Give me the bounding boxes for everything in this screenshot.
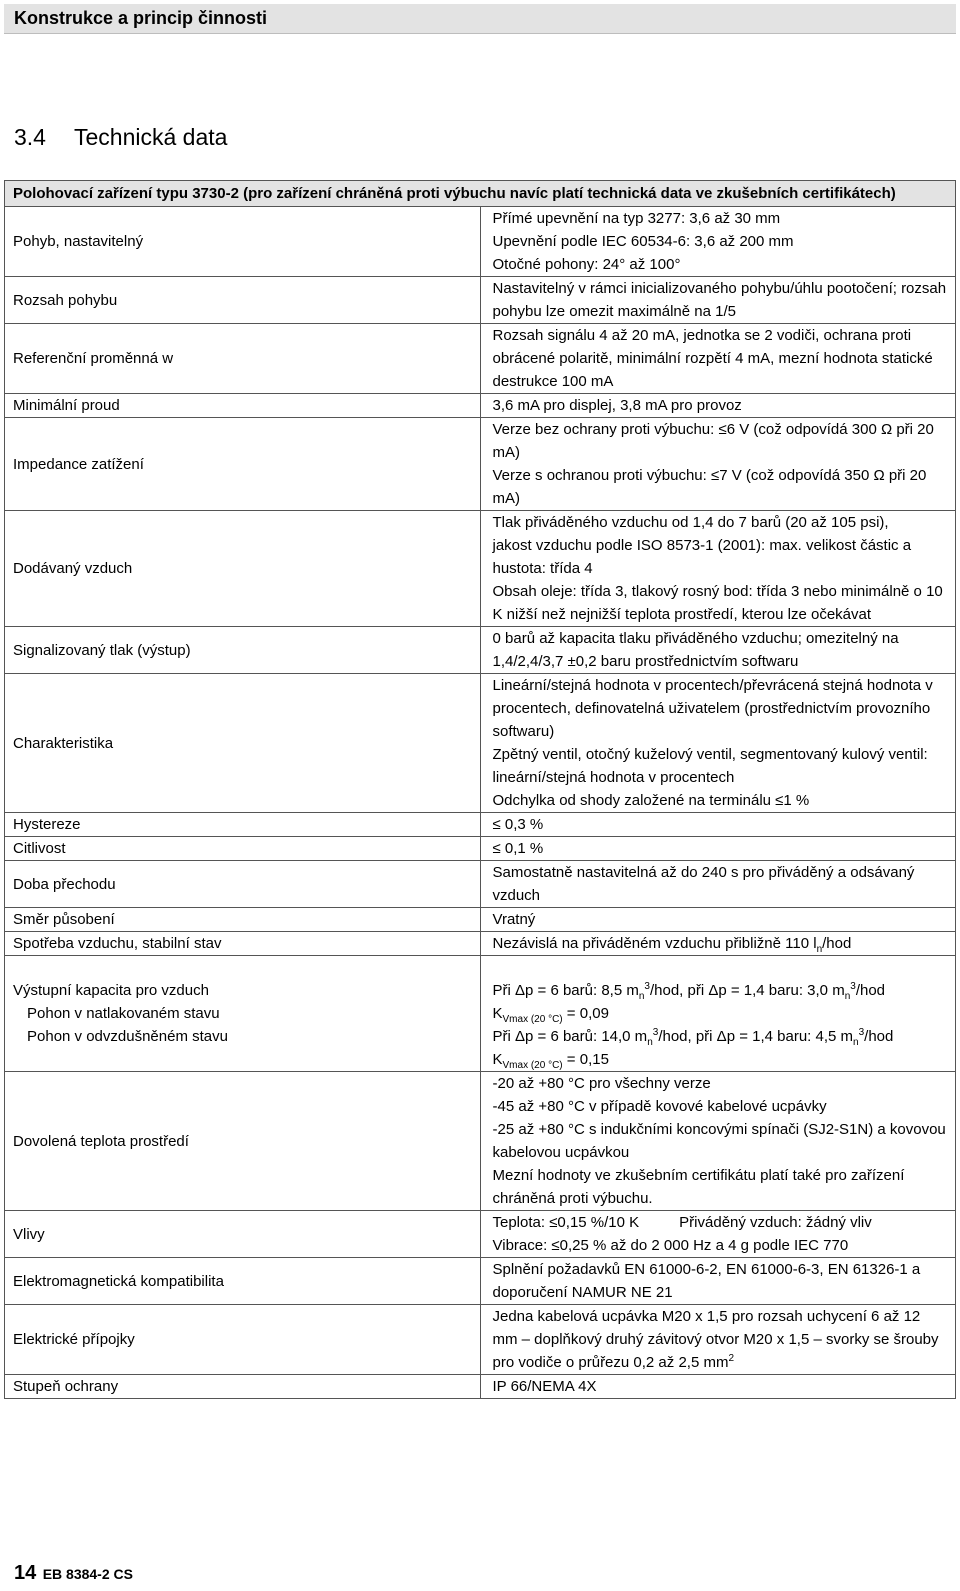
value-line: Teplota: ≤0,15 %/10 K Přiváděný vzduch: žádný vliv xyxy=(492,1214,872,1231)
row-label: Hystereze xyxy=(5,813,481,837)
table-row xyxy=(5,1211,956,1258)
section-heading xyxy=(14,124,227,151)
row-value xyxy=(480,956,956,1072)
row-label: Směr působení xyxy=(5,908,481,932)
value-line: -25 až +80 °C s indukčními koncovými spínači (SJ2-S1N) a kovovou kabelovou ucpávkou xyxy=(492,1121,946,1161)
table-row xyxy=(5,1072,956,1211)
table-row xyxy=(5,277,956,324)
value-line: Otočné pohony: 24° až 100° xyxy=(492,256,681,273)
table-row xyxy=(5,511,956,627)
row-value: ≤ 0,3 % xyxy=(480,813,956,837)
table-row xyxy=(5,418,956,511)
value-line: -45 až +80 °C v případě kovové kabelové ucpávky xyxy=(492,1098,827,1115)
row-value: Vratný xyxy=(480,908,956,932)
table-row xyxy=(5,861,956,908)
value-line: Verze s ochranou proti výbuchu: ≤7 V (což odpovídá 350 Ω při 20 mA) xyxy=(492,467,927,507)
table-row xyxy=(5,837,956,861)
table-row xyxy=(5,932,956,956)
row-value xyxy=(480,511,956,627)
value-line: Mezní hodnoty ve zkušebním certifikátu platí také pro zařízení chráněná proti výbuchu. xyxy=(492,1167,905,1207)
row-value: 3,6 mA pro displej, 3,8 mA pro provoz xyxy=(480,394,956,418)
section-number: 3.4 xyxy=(14,124,46,150)
value-subscript: n xyxy=(816,944,823,955)
value-line: Lineární/stejná hodnota v procentech/převrácená stejná hodnota v procentech, definovatelná uživatelem (prostřednictvím provozního softwaru) xyxy=(492,677,933,740)
row-value: Rozsah signálu 4 až 20 mA, jednotka se 2 vodiči, ochrana proti obrácené polaritě, minimální rozpětí 4 mA, mezní hodnota statické destrukce 100 mA xyxy=(480,324,956,394)
row-value: Splnění požadavků EN 61000-6-2, EN 61000-6-3, EN 61326-1 a doporučení NAMUR NE 21 xyxy=(480,1258,956,1305)
row-label: Stupeň ochrany xyxy=(5,1375,481,1399)
row-label: Vlivy xyxy=(5,1211,481,1258)
row-value: Jedna kabelová ucpávka M20 x 1,5 pro rozsah uchycení 6 až 12 mm – doplňkový druhý závitový otvor M20 x 1,5 – svorky se šrouby pro vodiče o průřezu 0,2 až 2,5 $mm^2$ xyxy=(480,1305,956,1375)
document-code: EB 8384-2 CS xyxy=(42,1566,133,1582)
value-line: Při Δp = 6 barů: 8,5 $m_n^3$/hod, při Δp = 1,4 baru: 3,0 $m_n^3/hodK_{Vmax (20 ^\circ C)} = 0,09$ xyxy=(492,981,886,1025)
row-label: Dovolená teplota prostředí xyxy=(5,1072,481,1211)
value-line: jakost vzduchu podle ISO 8573-1 (2001): max. velikost částic a hustota: třída 4 xyxy=(492,537,912,577)
value-line: Při Δp = 6 barů: 14,0 $m_n^3$/hod, při Δp = 1,4 baru: 4,5 $m_n^3/hodK_{Vmax (20 ^\circ C)} = 0,15$ xyxy=(492,1027,894,1071)
row-label xyxy=(5,956,481,1072)
page-footer xyxy=(14,1562,133,1585)
header-bar xyxy=(4,4,956,34)
row-value: IP 66/NEMA 4X xyxy=(480,1375,956,1399)
row-label: Impedance zatížení xyxy=(5,418,481,511)
row-value: Samostatně nastavitelná až do 240 s pro přiváděný a odsávaný vzduch xyxy=(480,861,956,908)
table-row xyxy=(5,956,956,1072)
value-line: Obsah oleje: třída 3, tlakový rosný bod: třída 3 nebo minimálně o 10 K nižší než nejnižší teplota prostředí, kterou lze očekávat xyxy=(492,583,943,623)
row-value: ≤ 0,1 % xyxy=(480,837,956,861)
value-line: Vibrace: ≤0,25 % až do 2 000 Hz a 4 g podle IEC 770 xyxy=(492,1237,849,1254)
value-line: Přímé upevnění na typ 3277: 3,6 až 30 mm xyxy=(492,210,781,227)
row-label: Pohyb, nastavitelný xyxy=(5,207,481,277)
row-label: Spotřeba vzduchu, stabilní stav xyxy=(5,932,481,956)
row-value xyxy=(480,418,956,511)
row-label: Charakteristika xyxy=(5,674,481,813)
table-row xyxy=(5,908,956,932)
table-row xyxy=(5,207,956,277)
row-label: Elektrické přípojky xyxy=(5,1305,481,1375)
row-value: Nastavitelný v rámci inicializovaného pohybu/úhlu pootočení; rozsah pohybu lze omezit maximálně na 1/5 xyxy=(480,277,956,324)
table-row xyxy=(5,674,956,813)
value-text: /hod xyxy=(822,935,852,952)
value-line: Zpětný ventil, otočný kuželový ventil, segmentovaný kulový ventil: lineární/stejná hodnota v procentech xyxy=(492,746,928,786)
row-label: Minimální proud xyxy=(5,394,481,418)
table-row xyxy=(5,1375,956,1399)
row-value xyxy=(480,1072,956,1211)
page-number: 14 xyxy=(14,1562,37,1584)
table-row xyxy=(5,1258,956,1305)
row-value xyxy=(480,674,956,813)
value-line: Verze bez ochrany proti výbuchu: ≤6 V (což odpovídá 300 Ω při 20 mA) xyxy=(492,421,934,461)
capacity-label: Výstupní kapacita pro vzduch xyxy=(13,982,209,999)
table-title-row xyxy=(5,181,956,207)
row-value: 0 barů až kapacita tlaku přiváděného vzduchu; omezitelný na 1,4/2,4/3,7 ±0,2 baru prostřednictvím softwaru xyxy=(480,627,956,674)
table-title: Polohovací zařízení typu 3730-2 (pro zařízení chráněná proti výbuchu navíc platí technická data ve zkušebních certifikátech) xyxy=(5,181,956,207)
row-label: Doba přechodu xyxy=(5,861,481,908)
value-line: Upevnění podle IEC 60534-6: 3,6 až 200 mm xyxy=(492,233,794,250)
row-value xyxy=(480,207,956,277)
row-label: Elektromagnetická kompatibilita xyxy=(5,1258,481,1305)
table-row xyxy=(5,627,956,674)
capacity-sub-label: Pohon v natlakovaném stavu xyxy=(27,1005,220,1022)
row-value xyxy=(480,932,956,956)
row-label: Signalizovaný tlak (výstup) xyxy=(5,627,481,674)
row-label: Citlivost xyxy=(5,837,481,861)
value-line: -20 až +80 °C pro všechny verze xyxy=(492,1075,711,1092)
row-value xyxy=(480,1211,956,1258)
table-row xyxy=(5,813,956,837)
table-row xyxy=(5,324,956,394)
value-text: Nezávislá na přiváděném vzduchu přibližně 110 l xyxy=(492,935,817,952)
table-row xyxy=(5,394,956,418)
row-label: Dodávaný vzduch xyxy=(5,511,481,627)
capacity-sub-label: Pohon v odvzdušněném stavu xyxy=(27,1028,228,1045)
row-label: Referenční proměnná w xyxy=(5,324,481,394)
value-line: Tlak přiváděného vzduchu od 1,4 do 7 barů (20 až 105 psi), xyxy=(492,514,889,531)
table-row xyxy=(5,1305,956,1375)
section-title: Technická data xyxy=(74,124,228,150)
header-title: Konstrukce a princip činnosti xyxy=(14,8,268,28)
row-label: Rozsah pohybu xyxy=(5,277,481,324)
value-line xyxy=(493,956,948,979)
technical-data-table xyxy=(4,180,956,1399)
value-line: Odchylka od shody založené na terminálu ≤1 % xyxy=(492,792,810,809)
